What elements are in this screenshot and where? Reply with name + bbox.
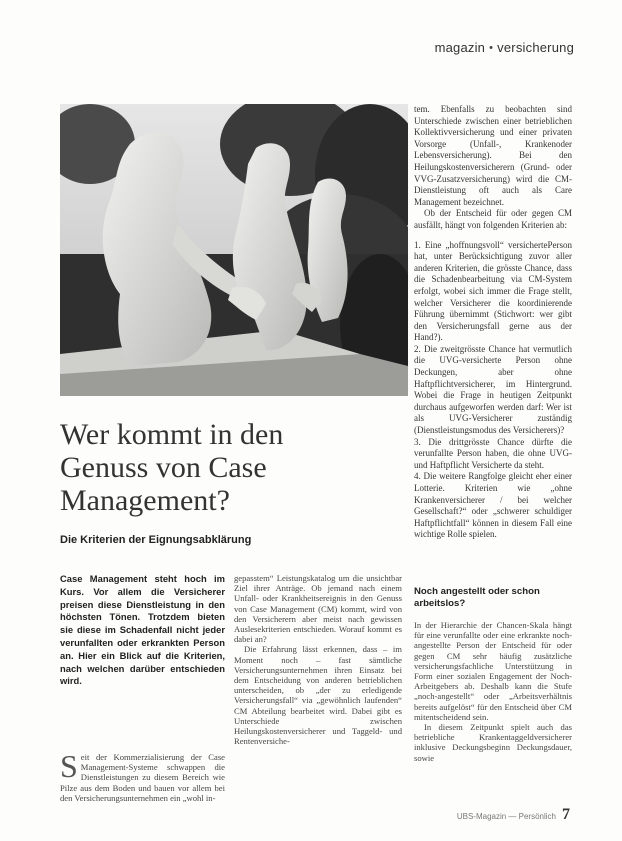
drop-cap: S bbox=[60, 748, 78, 784]
article-body-start bbox=[60, 748, 225, 803]
criteria-item-3: 3. Die drittgrösste Chance dürfte die verunfallte Person haben, die ohne UVG- und Haftpflicht Versicherte da steht. bbox=[414, 436, 572, 470]
right-column-continuation bbox=[414, 104, 572, 541]
criteria-item-2: 2. Die zweitgrösste Chance hat vermutlich die UVG-versicherte Person ohne Deckungen, aber ohne Haftpflichtversicherer, im Hintergrund. Wobei die Frage in heutigen Zeitpunkt durchaus aufgeworfen werden darf: Wer ist als UVG-Versicherer zuständig (Dienstleistungsmodus des Versicherers)? bbox=[414, 343, 572, 436]
page-number: 7 bbox=[562, 806, 570, 823]
criteria-item-1: 1. Eine „hoffnungsvoll“ versichertePerson hat, unter Berücksichtigung zuvor aller anderen Kriterien, die grösste Chance, dass die Schadenbearbeitung via CM-System erfolgt, wobei sich immer die Frage stellt, welcher Versicherer die koordinierende Führung übernimmt (Stichwort: wer gibt den Versicherungsfall gerne aus der Hand?). bbox=[414, 239, 572, 343]
article-title: Wer kommt in den Genuss von Case Management? bbox=[60, 418, 284, 517]
paragraph: gepasstem“ Leistungskatalog um die unsichtbar Ziel ihrer Anträge. Ob jemand nach einem Unfall- oder Krankheitsereignis in den Genuss von Case Management (CM) kommt, wird von den Versicherern aber meist nach gewissen Auslesekriterien entschieden. Worauf kommt es dabei an? bbox=[234, 573, 402, 645]
sculpture-photo bbox=[60, 104, 408, 396]
footer-source: UBS-Magazin — Persönlich bbox=[456, 812, 556, 821]
paragraph: In diesem Zeitpunkt spielt auch das betriebliche Krankentaggeldversicherer inklusive Deckungsbeginn Deckungsdauer, sowie bbox=[414, 722, 572, 763]
paragraph: Die Erfahrung lässt erkennen, dass – im Moment noch – fast sämtliche Versicherungsunternehmen ihren Einsatz bei dem Entscheidung von anderen betrieblichen unterscheiden, ob „der zu erledigende Versicherungsfall“ via „gewöhnlich laufenden“ CM Abteilung bearbeitet wird. Dabei gibt es Unterschiede zwischen Heilungskostenversicherer und Taggeld- und Rentenversiche- bbox=[234, 644, 402, 747]
article-lead: Case Management steht hoch im Kurs. Vor allem die Versicherer preisen diese Dienstleistung in den höchsten Tönen. Trotzdem bieten sie diese im Schadenfall nicht jeder verunfallten oder erkrankten Person an. Hier ein Blick auf die Kriterien, nach welchen darüber entschieden wird. bbox=[60, 573, 225, 687]
paragraph: tem. Ebenfalls zu beobachten sind Unterschiede zwischen einer betrieblichen Kollektivversicherung und einer privaten Vorsorge (Unfall-, Krankenoder Lebensversicherung). Bei den Heilungskostenversicherern (Grund- oder VVG-Zusatzversicherung) wird die CM-Dienstleistung oft auch als Care Management bezeichnet. bbox=[414, 104, 572, 207]
middle-column bbox=[234, 573, 402, 746]
paragraph: Ob der Entscheid für oder gegen CM ausfällt, hängt von folgenden Kriterien ab: bbox=[414, 208, 572, 230]
right-column-bottom bbox=[414, 620, 572, 763]
criteria-item-4: 4. Die weitere Rangfolge gleicht eher einer Lotterie. Kriterien wie „ohne Krankenversicherer / bei welcher Gesellschaft?“ oder „schwerer schuldiger Haftpflichtfall“ können in diesem Fall eine wichtige Rolle spielen. bbox=[414, 471, 572, 540]
section-header bbox=[435, 40, 574, 55]
page-footer bbox=[457, 806, 570, 824]
section-label: magazin bbox=[434, 40, 486, 55]
paragraph: In der Hierarchie der Chancen-Skala hängt für eine verunfallte oder eine erkrankte noch-angestellte Person der Entscheid für oder gegen CM sehr häufig zusätzliche versicherungsfachliche Unterstützung in Form einer sozialen Engagement der Noch-Arbeitgebers ab. Deshalb kann die Stufe „noch-angestellt“ oder „Arbeitsverhältnis bereits aufgelöst“ für den Entscheid über CM mitentscheidend sein. bbox=[414, 620, 572, 722]
separator-dot: • bbox=[489, 41, 494, 54]
section-heading: Noch angestellt oder schon arbeitslos? bbox=[414, 586, 540, 609]
subsection-label: versicherung bbox=[497, 40, 574, 55]
body-text: eit der Kommerzialisierung der Case Management-Systeme schwappen die Dienstleistungen zu diesem Bereich wie Pilze aus dem Boden und bauen vor allem bei den Versicherungsunternehmen ein „wohl in- bbox=[60, 752, 225, 803]
article-subtitle: Die Kriterien der Eignungsabklärung bbox=[60, 534, 252, 546]
